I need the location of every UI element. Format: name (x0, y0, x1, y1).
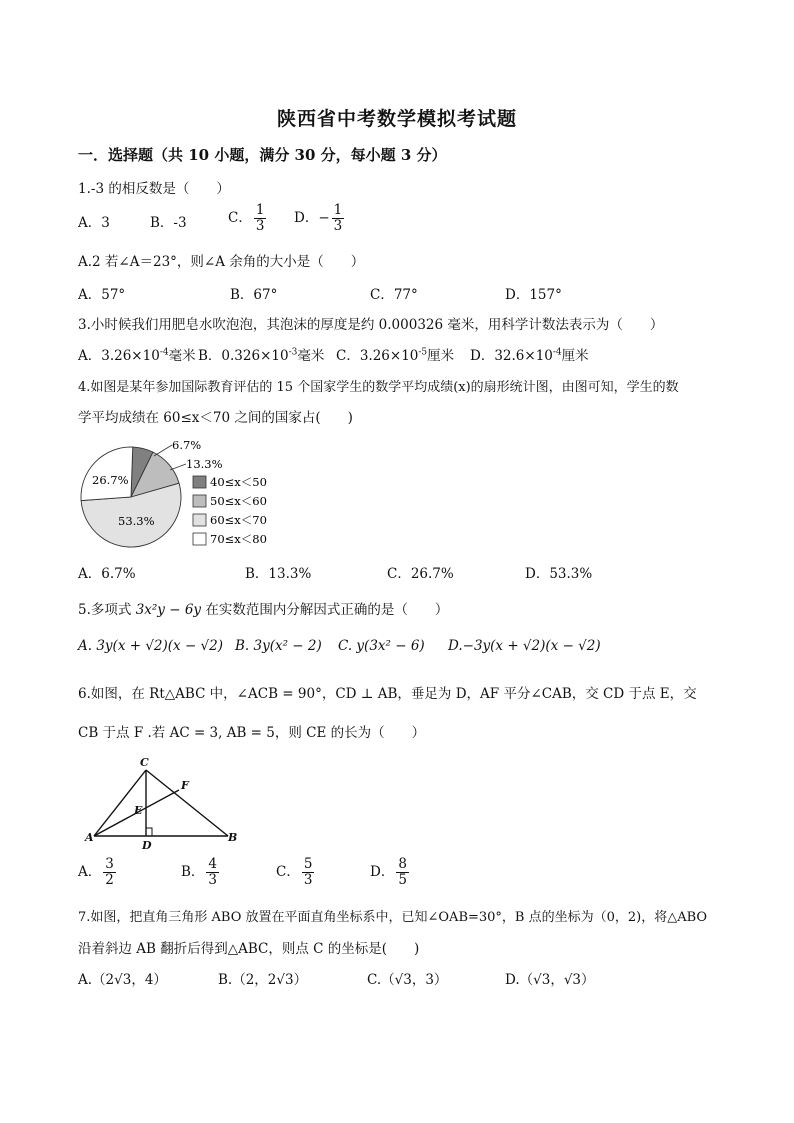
q3-b-exp: -3 (288, 347, 298, 358)
q6-d-prefix: D． (370, 863, 395, 880)
q6-b-prefix: B． (181, 863, 205, 880)
q1-option-d (294, 203, 346, 234)
q6-c-den: 3 (303, 871, 313, 888)
q1-option-c-num: 1 (255, 202, 265, 218)
q2-option-d: D．157° (505, 287, 562, 303)
point-label-b: B (228, 831, 238, 844)
q5-option-a: A. 3y(x + √2)(x − √2) (78, 638, 224, 654)
q6-d-num: 8 (398, 856, 407, 872)
leader-line-13-3 (170, 464, 186, 470)
q5-stem-prefix: 5.多项式 (78, 602, 132, 618)
legend-label-60-70: 60≤x＜70 (210, 513, 267, 527)
q4-stem-line1: 4.如图是某年参加国际教育评估的 15 个国家学生的数学平均成绩(x)的扇形统计图，由图可知，学生的数 (78, 380, 679, 395)
segment-ac (94, 770, 146, 836)
q1-option-a: A．3 (78, 215, 110, 231)
point-label-a: A (85, 831, 94, 844)
q2-option-c: C．77° (370, 287, 418, 303)
q1-stem: 1.-3 的相反数是（ ） (78, 181, 230, 197)
q6-b-frac (206, 857, 219, 888)
q6-b-den: 3 (208, 871, 218, 888)
q5-option-c: C. y(3x² − 6) (338, 638, 425, 654)
q6-a-frac (103, 857, 116, 888)
q3-stem: 3.小时候我们用肥皂水吹泡泡，其泡沫的厚度是约 0.000326 毫米，用科学计数法表示为（ ） (78, 317, 664, 333)
q1-option-d-fraction (332, 203, 345, 234)
point-label-f: F (181, 779, 189, 792)
q3-option-b (198, 344, 324, 364)
q3-d-prefix: D．32.6×10 (470, 348, 553, 364)
q3-a-prefix: A．3.26×10 (78, 348, 160, 364)
q6-option-a (78, 857, 118, 888)
q1-option-b: B．-3 (150, 215, 187, 231)
q6-d-den: 5 (398, 871, 407, 888)
legend-label-50-60: 50≤x＜60 (210, 494, 267, 508)
q7-option-a: A.（2√3，4） (78, 972, 167, 988)
legend-swatch-70-80 (193, 533, 206, 545)
q5-stem (78, 598, 448, 618)
q3-option-c (336, 344, 454, 364)
q3-c-exp: -5 (418, 347, 428, 358)
q5-option-d: D.−3y(x + √2)(x − √2) (448, 638, 601, 654)
q6-a-num: 3 (105, 856, 114, 872)
q7-stem-line2: 沿着斜边 AB 翻折后得到△ABC，则点 C 的坐标是( ) (78, 941, 420, 957)
pie-slices (81, 447, 181, 547)
q2-option-b: B．67° (230, 287, 278, 303)
q5-stem-suffix: 在实数范围内分解因式正确的是（ ） (205, 602, 449, 618)
q6-a-den: 2 (105, 871, 114, 888)
q1-option-c (228, 203, 268, 234)
q6-option-d (370, 857, 411, 888)
leader-line-6-7 (154, 445, 172, 456)
q7-option-c: C.（√3，3） (367, 972, 448, 988)
q6-c-prefix: C． (276, 863, 300, 880)
q7-option-b: B.（2，2√3） (218, 972, 308, 988)
point-label-c: C (140, 756, 149, 769)
point-label-d: D (142, 839, 152, 852)
q4-option-d: D．53.3% (525, 566, 593, 582)
q6-c-num: 5 (303, 856, 313, 872)
q6-d-frac (396, 857, 409, 888)
right-angle-mark (146, 828, 152, 836)
legend-swatch-60-70 (193, 514, 206, 526)
pie-label-26-7: 26.7% (92, 473, 129, 487)
q3-c-prefix: C．3.26×10 (336, 348, 419, 364)
pie-label-6-7: 6.7% (172, 438, 202, 452)
legend-label-40-50: 40≤x＜50 (210, 475, 267, 489)
q3-option-d (470, 344, 589, 364)
q3-a-unit: 毫米 (168, 348, 196, 364)
q6-c-frac (302, 857, 315, 888)
q1-option-c-den: 3 (255, 217, 265, 234)
q7-stem-line1: 7.如图，把直角三角形 ABO 放置在平面直角坐标系中，已知∠OAB=30°，B 点的坐标为（0，2)，将△ABO (78, 910, 708, 925)
pie-chart (78, 432, 298, 552)
q2-stem: A.2 若∠A＝23°，则∠A 余角的大小是（ ） (78, 254, 365, 270)
q3-c-unit: 厘米 (427, 348, 455, 364)
q3-b-prefix: B．0.326×10 (198, 348, 289, 364)
pie-label-13-3: 13.3% (186, 457, 223, 471)
q3-a-exp: -4 (159, 347, 169, 358)
q7-option-d: D.（√3，√3） (505, 972, 595, 988)
q1-option-c-fraction (254, 203, 267, 234)
q6-stem-line1: 6.如图，在 Rt△ABC 中，∠ACB = 90°，CD ⊥ AB，垂足为 D，AF 平分∠CAB，交 CD 于点 E，交 (78, 686, 697, 702)
q6-option-b (181, 857, 221, 888)
q1-option-d-num: 1 (333, 202, 343, 218)
q2-option-a: A．57° (78, 287, 126, 303)
page-title: 陕西省中考数学模拟考试题 (276, 108, 517, 130)
q1-option-d-prefix: D．− (294, 209, 330, 226)
pie-label-53-3: 53.3% (118, 514, 155, 528)
q4-option-a: A．6.7% (78, 566, 136, 582)
point-label-e: E (134, 804, 143, 817)
q5-option-b: B. 3y(x² − 2) (235, 638, 322, 654)
q6-stem-line2: CB 于点 F .若 AC = 3, AB = 5，则 CE 的长为（ ） (78, 725, 426, 741)
legend-swatch-40-50 (193, 476, 206, 488)
triangle-figure (82, 752, 242, 852)
q6-b-num: 4 (208, 856, 218, 872)
q4-option-c: C．26.7% (387, 566, 454, 582)
q5-stem-expr: 3x²y − 6y (135, 602, 202, 618)
q1-option-c-prefix: C． (228, 209, 252, 226)
q3-b-unit: 毫米 (297, 348, 325, 364)
q3-d-exp: -4 (552, 347, 562, 358)
pie-legend (193, 475, 267, 546)
q1-option-d-den: 3 (333, 217, 343, 234)
q3-option-a (78, 344, 196, 364)
section-heading: 一．选择题（共 10 小题，满分 30 分，每小题 3 分） (78, 146, 447, 164)
legend-swatch-50-60 (193, 495, 206, 507)
q4-stem-line2: 学平均成绩在 60≤x＜70 之间的国家占( ) (78, 410, 353, 426)
q6-a-prefix: A． (78, 863, 102, 880)
legend-label-70-80: 70≤x＜80 (210, 532, 267, 546)
q6-option-c (276, 857, 316, 888)
q4-option-b: B．13.3% (245, 566, 312, 582)
q3-d-unit: 厘米 (561, 348, 589, 364)
